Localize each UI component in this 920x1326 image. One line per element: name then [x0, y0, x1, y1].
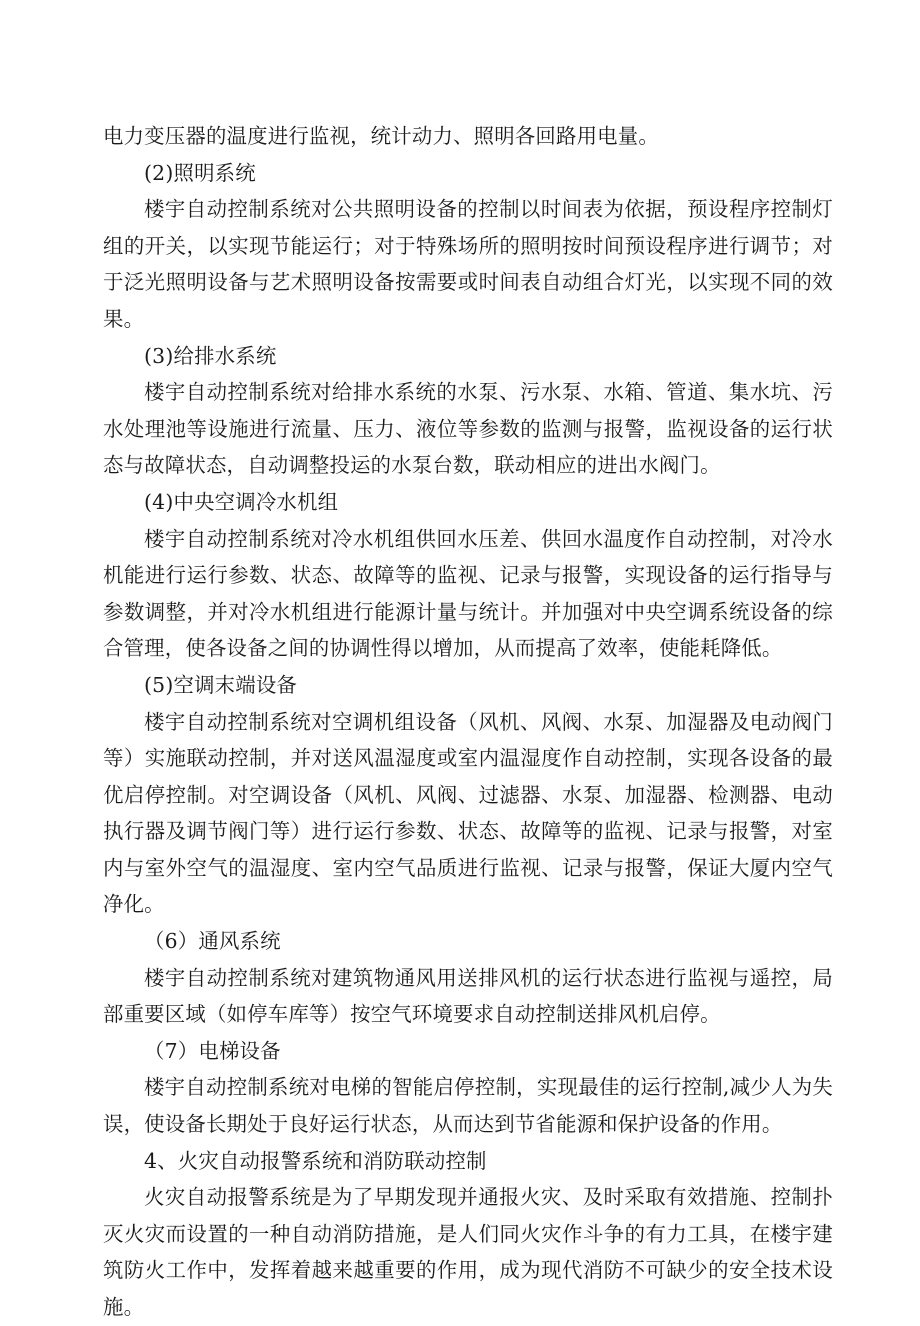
- heading-fire-alarm: 4、火灾自动报警系统和消防联动控制: [144, 1148, 487, 1173]
- paragraph-transformer-monitoring: 电力变压器的温度进行监视，统计动力、照明各回路用电量。: [103, 124, 659, 148]
- document-body: [103, 118, 833, 1326]
- heading-water-supply-drainage: (3)给排水系统: [144, 343, 277, 368]
- paragraph-elevator: 楼宇自动控制系统对电梯的智能启停控制，实现最佳的运行控制,减少人为失误，使设备长期处于良好运行状态，从而达到节省能源和保护设备的作用。: [103, 1075, 833, 1137]
- heading-central-chiller: (4)中央空调冷水机组: [144, 489, 339, 514]
- paragraph-ventilation: 楼宇自动控制系统对建筑物通风用送排风机的运行状态进行监视与遥控，局部重要区域（如停车库等）按空气环境要求自动控制送排风机启停。: [103, 965, 833, 1027]
- heading-elevator: （7）电梯设备: [144, 1038, 281, 1063]
- paragraph-water-supply-drainage: 楼宇自动控制系统对给排水系统的水泵、污水泵、水箱、管道、集水坑、污水处理池等设施进行流量、压力、液位等参数的监测与报警，监视设备的运行状态与故障状态，自动调整投运的水泵台数，联动相应的进出水阀门。: [103, 380, 833, 478]
- heading-ac-terminal: (5)空调末端设备: [144, 672, 298, 697]
- heading-ventilation: （6）通风系统: [144, 929, 281, 954]
- paragraph-central-chiller: 楼宇自动控制系统对冷水机组供回水压差、供回水温度作自动控制，对冷水机能进行运行参数、状态、故障等的监视、记录与报警，实现设备的运行指导与参数调整，并对冷水机组进行能源计量与统计。并加强对中央空调系统设备的综合管理，使各设备之间的协调性得以增加，从而提高了效率，使能耗降低。: [103, 526, 833, 661]
- heading-lighting-system: (2)照明系统: [144, 160, 256, 185]
- paragraph-lighting-system: 楼宇自动控制系统对公共照明设备的控制以时间表为依据，预设程序控制灯组的开关，以实现节能运行；对于特殊场所的照明按时间预设程序进行调节；对于泛光照明设备与艺术照明设备按需要或时间表自动组合灯光，以实现不同的效果。: [103, 197, 833, 331]
- paragraph-ac-terminal: 楼宇自动控制系统对空调机组设备（风机、风阀、水泵、加湿器及电动阀门等）实施联动控制，并对送风温湿度或室内温湿度作自动控制，实现各设备的最优启停控制。对空调设备（风机、风阀、过滤器、水泵、加湿器、检测器、电动执行器及调节阀门等）进行运行参数、状态、故障等的监视、记录与报警，对室内与室外空气的温湿度、室内空气品质进行监视、记录与报警，保证大厦内空气净化。: [103, 709, 833, 917]
- paragraph-fire-alarm: 火灾自动报警系统是为了早期发现并通报火灾、及时采取有效措施、控制扑灭火灾而设置的一种自动消防措施，是人们同火灾作斗争的有力工具，在楼宇建筑防火工作中，发挥着越来越重要的作用，成为现代消防不可缺少的安全技术设施。: [103, 1185, 833, 1319]
